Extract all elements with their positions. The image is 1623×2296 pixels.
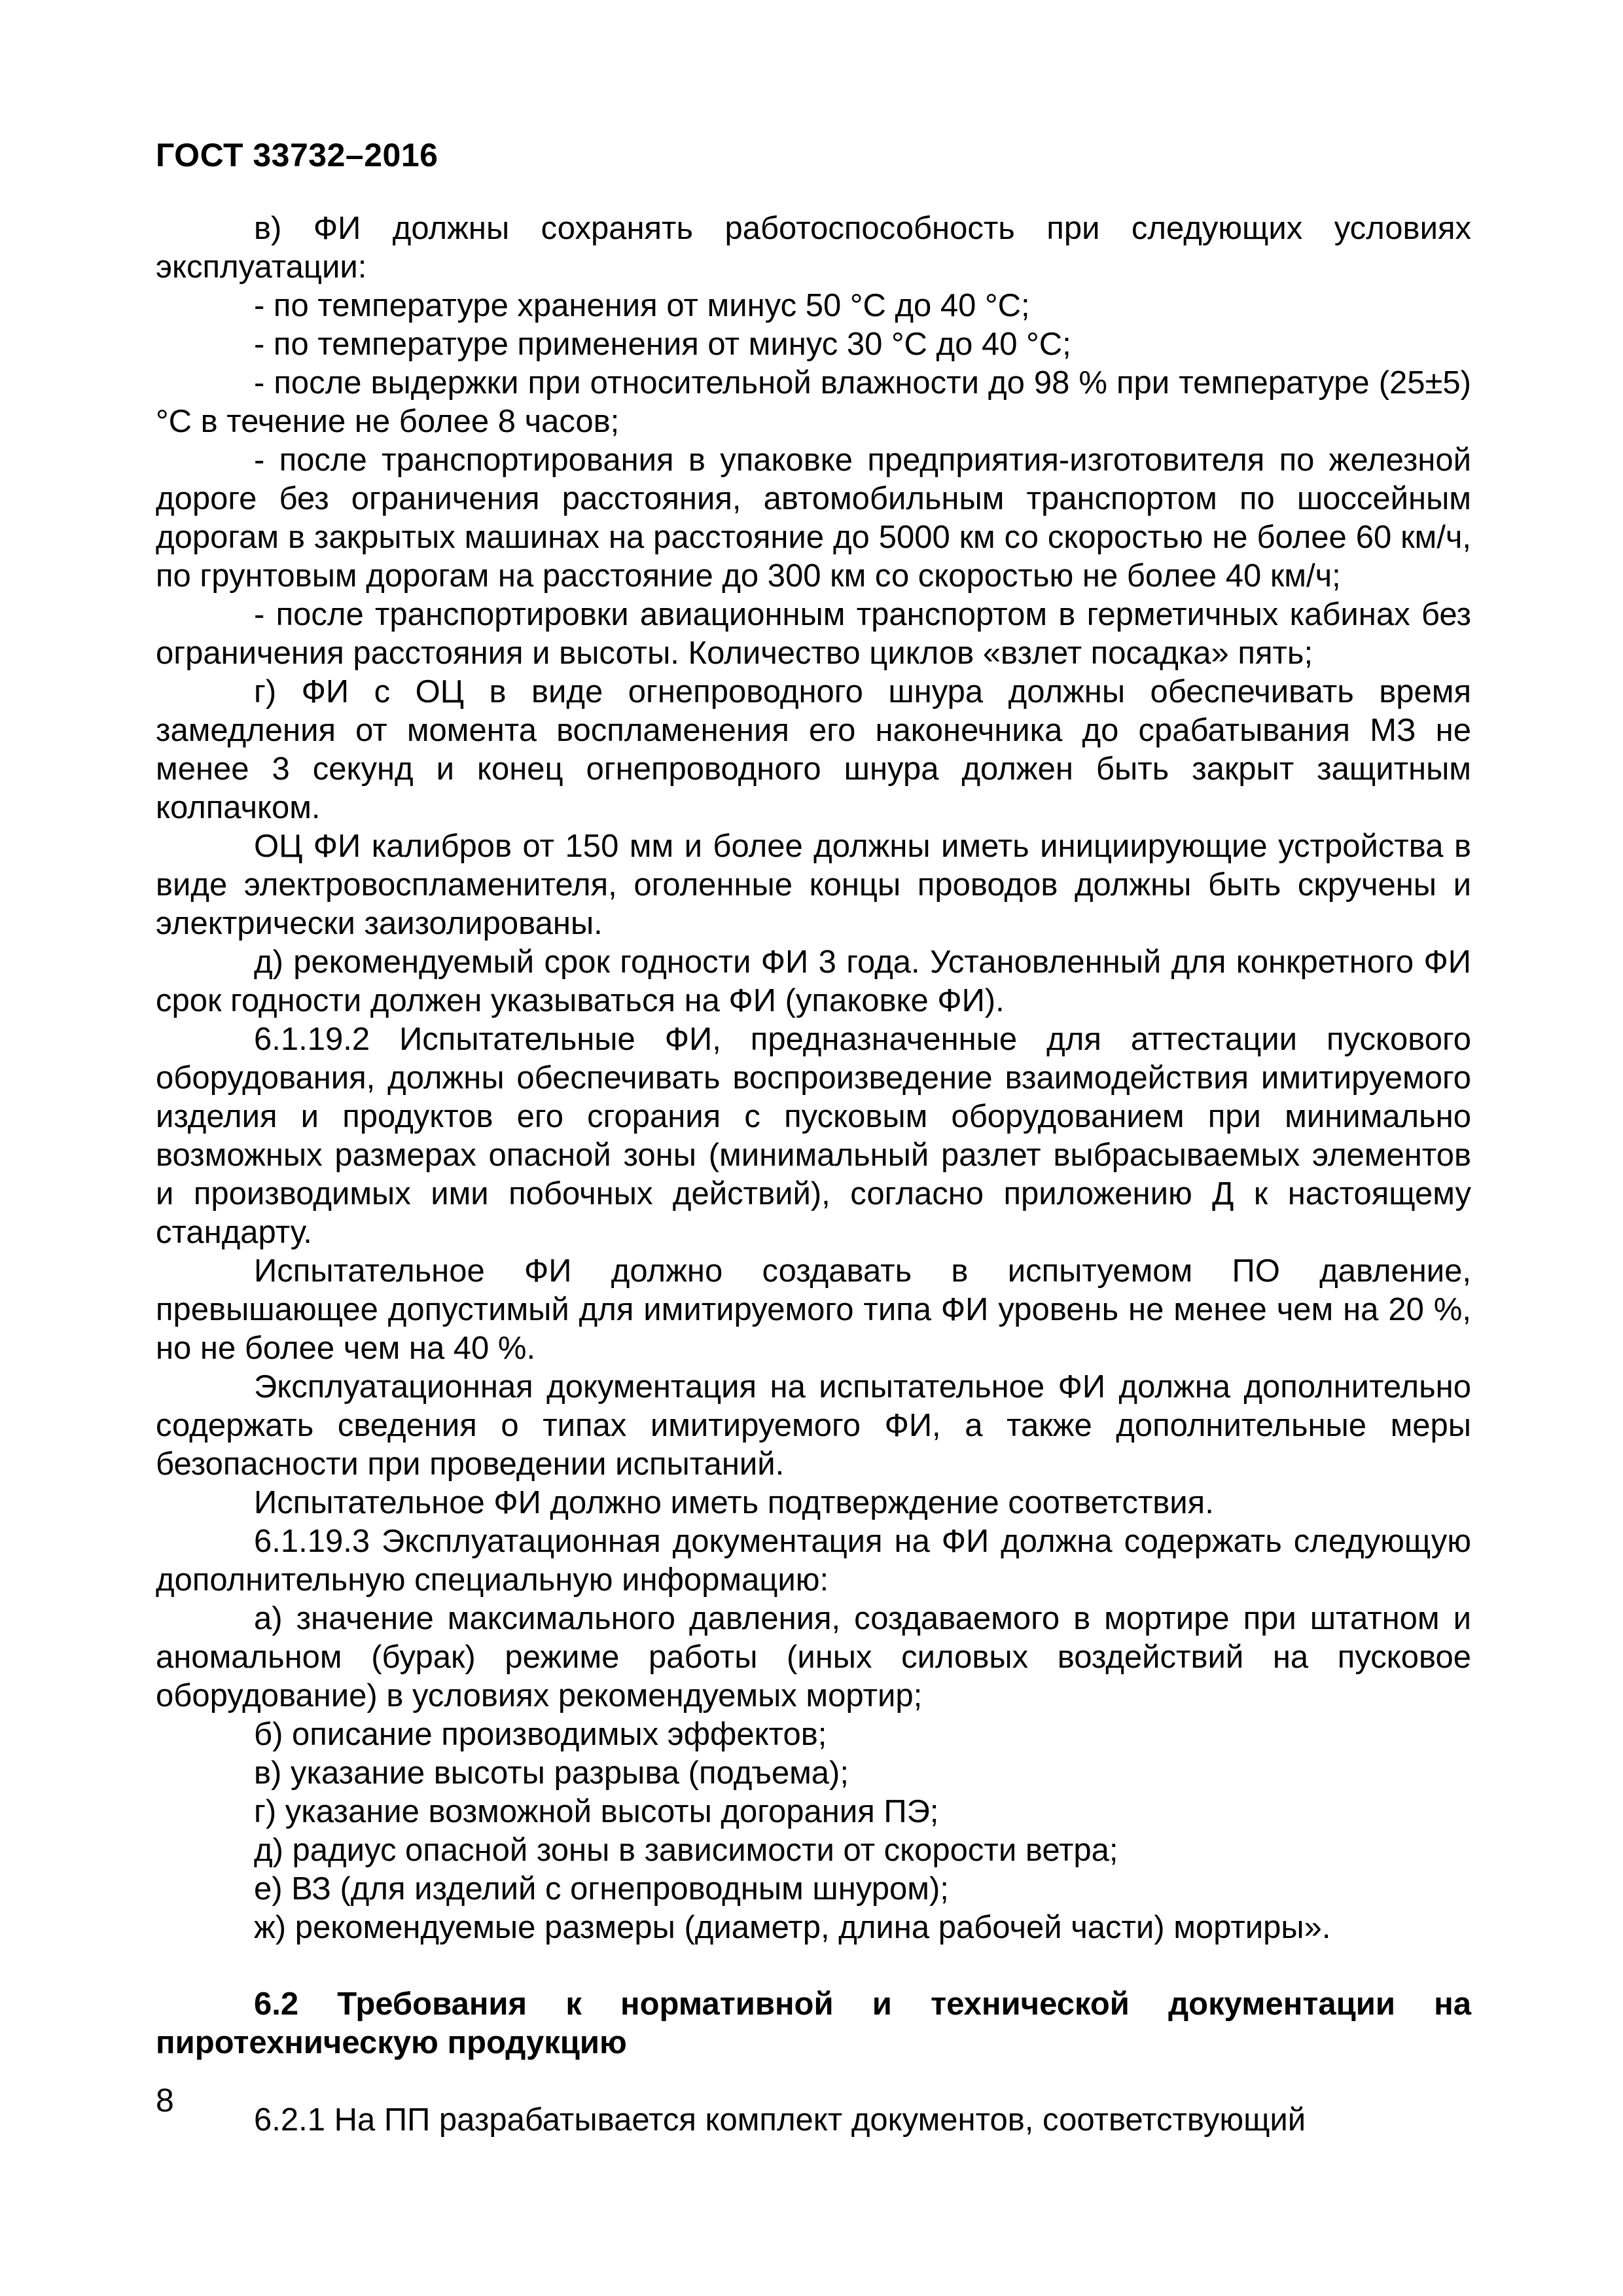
paragraph: ж) рекомендуемые размеры (диаметр, длина рабочей части) мортиры».	[254, 1910, 1331, 1945]
paragraph: б) описание производимых эффектов;	[254, 1717, 827, 1752]
paragraph: 6.2.1 На ПП разрабатывается комплект документов, соответствующий	[254, 2102, 1306, 2138]
paragraph: Испытательное ФИ должно создавать в испытуемом ПО давление, превышающее допустимый для имитируемого типа ФИ уровень не менее чем на 20 %, но не более чем на 40 %.	[156, 1253, 1471, 1366]
paragraph: Эксплуатационная документация на испытательное ФИ должна дополнительно содержать сведения о типах имитируемого ФИ, а также дополнительные меры безопасности при проведении испытаний.	[156, 1369, 1471, 1482]
document-body	[156, 209, 1471, 2140]
document-header: ГОСТ 33732–2016	[156, 137, 438, 173]
paragraph: д) рекомендуемый срок годности ФИ 3 года. Установленный для конкретного ФИ срок годности должен указываться на ФИ (упаковке ФИ).	[156, 944, 1471, 1018]
paragraph: - по температуре применения от минус 30 °С до 40 °С;	[254, 327, 1071, 362]
paragraph: Испытательное ФИ должно иметь подтверждение соответствия.	[254, 1485, 1214, 1520]
paragraph: - после транспортировки авиационным транспортом в герметичных кабинах без ограничения расстояния и высоты. Количество циклов «взлет посадка» пять;	[156, 597, 1471, 671]
section-heading: 6.2 Требования к нормативной и технической документации на пиротехническую продукцию	[156, 1986, 1471, 2060]
paragraph: - после выдержки при относительной влажности до 98 % при температуре (25±5) °С в течение не более 8 часов;	[156, 365, 1471, 439]
paragraph: - после транспортирования в упаковке предприятия-изготовителя по железной дороге без ограничения расстояния, автомобильным транспортом по шоссейным дорогам в закрытых машинах на расстояние до 5000 км со скоростью не более 60 км/ч, по грунтовым дорогам на расстояние до 300 км со скоростью не более 40 км/ч;	[156, 442, 1471, 594]
paragraph: - по температуре хранения от минус 50 °С до 40 °С;	[254, 288, 1030, 323]
page-number: 8	[156, 2082, 174, 2119]
paragraph: д) радиус опасной зоны в зависимости от скорости ветра;	[254, 1833, 1118, 1868]
paragraph: г) ФИ с ОЦ в виде огнепроводного шнура должны обеспечивать время замедления от момента воспламенения его наконечника до срабатывания МЗ не менее 3 секунд и конец огнепроводного шнура должен быть закрыт защитным колпачком.	[156, 674, 1471, 825]
paragraph: в) ФИ должны сохранять работоспособность при следующих условиях эксплуатации:	[156, 211, 1471, 285]
paragraph: в) указание высоты разрыва (подъема);	[254, 1755, 849, 1791]
paragraph: 6.1.19.3 Эксплуатационная документация на ФИ должна содержать следующую дополнительную специальную информацию:	[156, 1524, 1471, 1598]
paragraph: е) ВЗ (для изделий с огнепроводным шнуром);	[254, 1871, 949, 1907]
paragraph: а) значение максимального давления, создаваемого в мортире при штатном и аномальном (бурак) режиме работы (иных силовых воздействий на пусковое оборудование) в условиях рекомендуемых мортир;	[156, 1601, 1471, 1713]
paragraph: г) указание возможной высоты догорания ПЭ;	[254, 1794, 939, 1829]
paragraph: 6.1.19.2 Испытательные ФИ, предназначенные для аттестации пускового оборудования, должны обеспечивать воспроизведение взаимодействия имитируемого изделия и продуктов его сгорания с пусковым оборудованием при минимально возможных размерах опасной зоны (минимальный разлет выбрасываемых элементов и производимых ими побочных действий), согласно приложению Д к настоящему стандарту.	[156, 1022, 1471, 1250]
paragraph: ОЦ ФИ калибров от 150 мм и более должны иметь инициирующие устройства в виде электровоспламенителя, оголенные концы проводов должны быть скручены и электрически заизолированы.	[156, 829, 1471, 941]
